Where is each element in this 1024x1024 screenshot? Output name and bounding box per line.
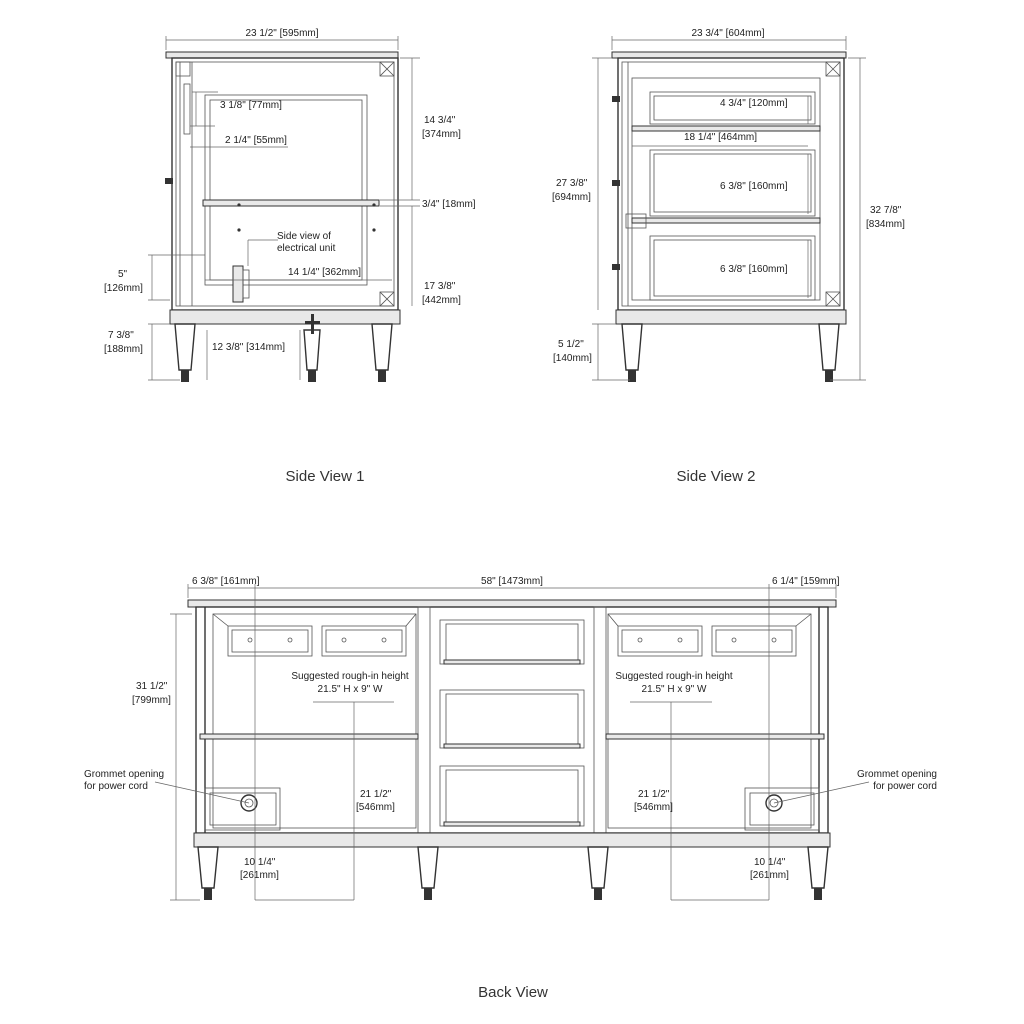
- sv2-base: [616, 310, 846, 324]
- sv1-elec-height-mm: [126mm]: [104, 283, 143, 294]
- bv-center-drawers: [440, 620, 584, 826]
- sv2-drawer-1-label: 4 3/4" [120mm]: [720, 98, 788, 109]
- bv-grommet-height-left-label: 10 1/4": [244, 857, 276, 868]
- sv1-caption: Side View 1: [285, 468, 365, 485]
- sv1-lower-height-label: 17 3/8": [424, 281, 456, 292]
- bv-height-label: 31 1/2": [136, 681, 168, 692]
- side-view-2: [552, 28, 905, 485]
- sv1-electrical-label-1: Side view of: [277, 231, 331, 242]
- sv2-body-height-label: 27 3/8": [556, 178, 588, 189]
- sv1-leg-width-label: 12 3/8" [314mm]: [212, 342, 286, 353]
- bv-legs: [198, 847, 828, 900]
- sv2-caption: Side View 2: [676, 468, 756, 485]
- bv-body: [196, 607, 828, 833]
- sv1-body: [172, 58, 398, 310]
- bv-base: [194, 833, 830, 847]
- sv2-legs: [622, 324, 839, 382]
- bv-width-label: 58" [1473mm]: [481, 576, 543, 587]
- sv2-knob-1: [612, 96, 620, 102]
- sv1-knob: [165, 178, 173, 184]
- sv1-base: [170, 310, 400, 324]
- sv1-lower-height-mm: [442mm]: [422, 295, 461, 306]
- sv2-leg-height-label: 5 1/2": [558, 339, 584, 350]
- bv-rough-height-left-label: 21 1/2": [360, 789, 392, 800]
- sv2-width-label: 23 3/4" [604mm]: [691, 28, 765, 39]
- bv-left-offset-label: 6 3/8" [161mm]: [192, 576, 260, 587]
- bv-rough-height-right-label: 21 1/2": [638, 789, 670, 800]
- bv-grommet-right-label-1: Grommet opening: [856, 769, 937, 780]
- sv1-top: [166, 52, 398, 58]
- bv-shelf-right: [606, 734, 824, 739]
- sv1-depth-label: 14 1/4" [362mm]: [288, 267, 362, 278]
- sv1-dim-b-label: 2 1/4" [55mm]: [225, 135, 287, 146]
- bv-grommet-left-label-1: Grommet opening: [84, 769, 165, 780]
- bv-rough-left-label-1: Suggested rough-in height: [291, 671, 409, 682]
- sv1-shelf-thickness-label: 3/4" [18mm]: [422, 199, 476, 210]
- bv-grommet-left-label-2: for power cord: [84, 781, 148, 792]
- sv2-drawer-3-label: 6 3/8" [160mm]: [720, 264, 788, 275]
- bv-shelf-left: [200, 734, 418, 739]
- sv1-shelf: [203, 200, 379, 206]
- back-view: [84, 576, 937, 1001]
- bv-grommet-height-right-mm: [261mm]: [750, 870, 789, 881]
- bv-rough-left-label-2: 21.5" H x 9" W: [317, 684, 383, 695]
- bv-rough-height-left-mm: [546mm]: [356, 802, 395, 813]
- sv2-knob-3: [612, 264, 620, 270]
- sv1-leg-height-label: 7 3/8": [108, 330, 134, 341]
- sv2-knob-2: [612, 180, 620, 186]
- sv1-electrical-unit: [233, 266, 243, 302]
- bv-rough-height-right-mm: [546mm]: [634, 802, 673, 813]
- sv1-width-label: 23 1/2" [595mm]: [245, 28, 319, 39]
- sv2-leg-height-mm: [140mm]: [553, 353, 592, 364]
- bv-grommet-height-left-mm: [261mm]: [240, 870, 279, 881]
- bv-caption: Back View: [478, 984, 548, 1001]
- sv1-elec-height-label: 5": [118, 269, 128, 280]
- bv-rough-right-label-2: 21.5" H x 9" W: [641, 684, 707, 695]
- side-view-1: [104, 28, 476, 485]
- sv1-upper-height-label: 14 3/4": [424, 115, 456, 126]
- sv1-leg-height-mm: [188mm]: [104, 344, 143, 355]
- sv2-total-height-label: 32 7/8": [870, 205, 902, 216]
- bv-grommet-height-right-label: 10 1/4": [754, 857, 786, 868]
- sv2-drawer-width-label: 18 1/4" [464mm]: [684, 132, 758, 143]
- sv1-dim-a-label: 3 1/8" [77mm]: [220, 100, 282, 111]
- bv-height-mm: [799mm]: [132, 695, 171, 706]
- bv-grommet-right-label-2: for power cord: [873, 781, 937, 792]
- sv2-top: [612, 52, 846, 58]
- bv-rough-right-label-1: Suggested rough-in height: [615, 671, 733, 682]
- sv1-electrical-label-2: electrical unit: [277, 243, 336, 254]
- bv-grommet-box-left: [205, 788, 280, 830]
- bv-top: [188, 600, 836, 607]
- sv2-total-height-mm: [834mm]: [866, 219, 905, 230]
- sv1-upper-height-mm: [374mm]: [422, 129, 461, 140]
- sv2-body-height-mm: [694mm]: [552, 192, 591, 203]
- bv-grommet-box-right: [745, 788, 819, 830]
- bv-right-offset-label: 6 1/4" [159mm]: [772, 576, 840, 587]
- sv2-drawer-2-label: 6 3/8" [160mm]: [720, 181, 788, 192]
